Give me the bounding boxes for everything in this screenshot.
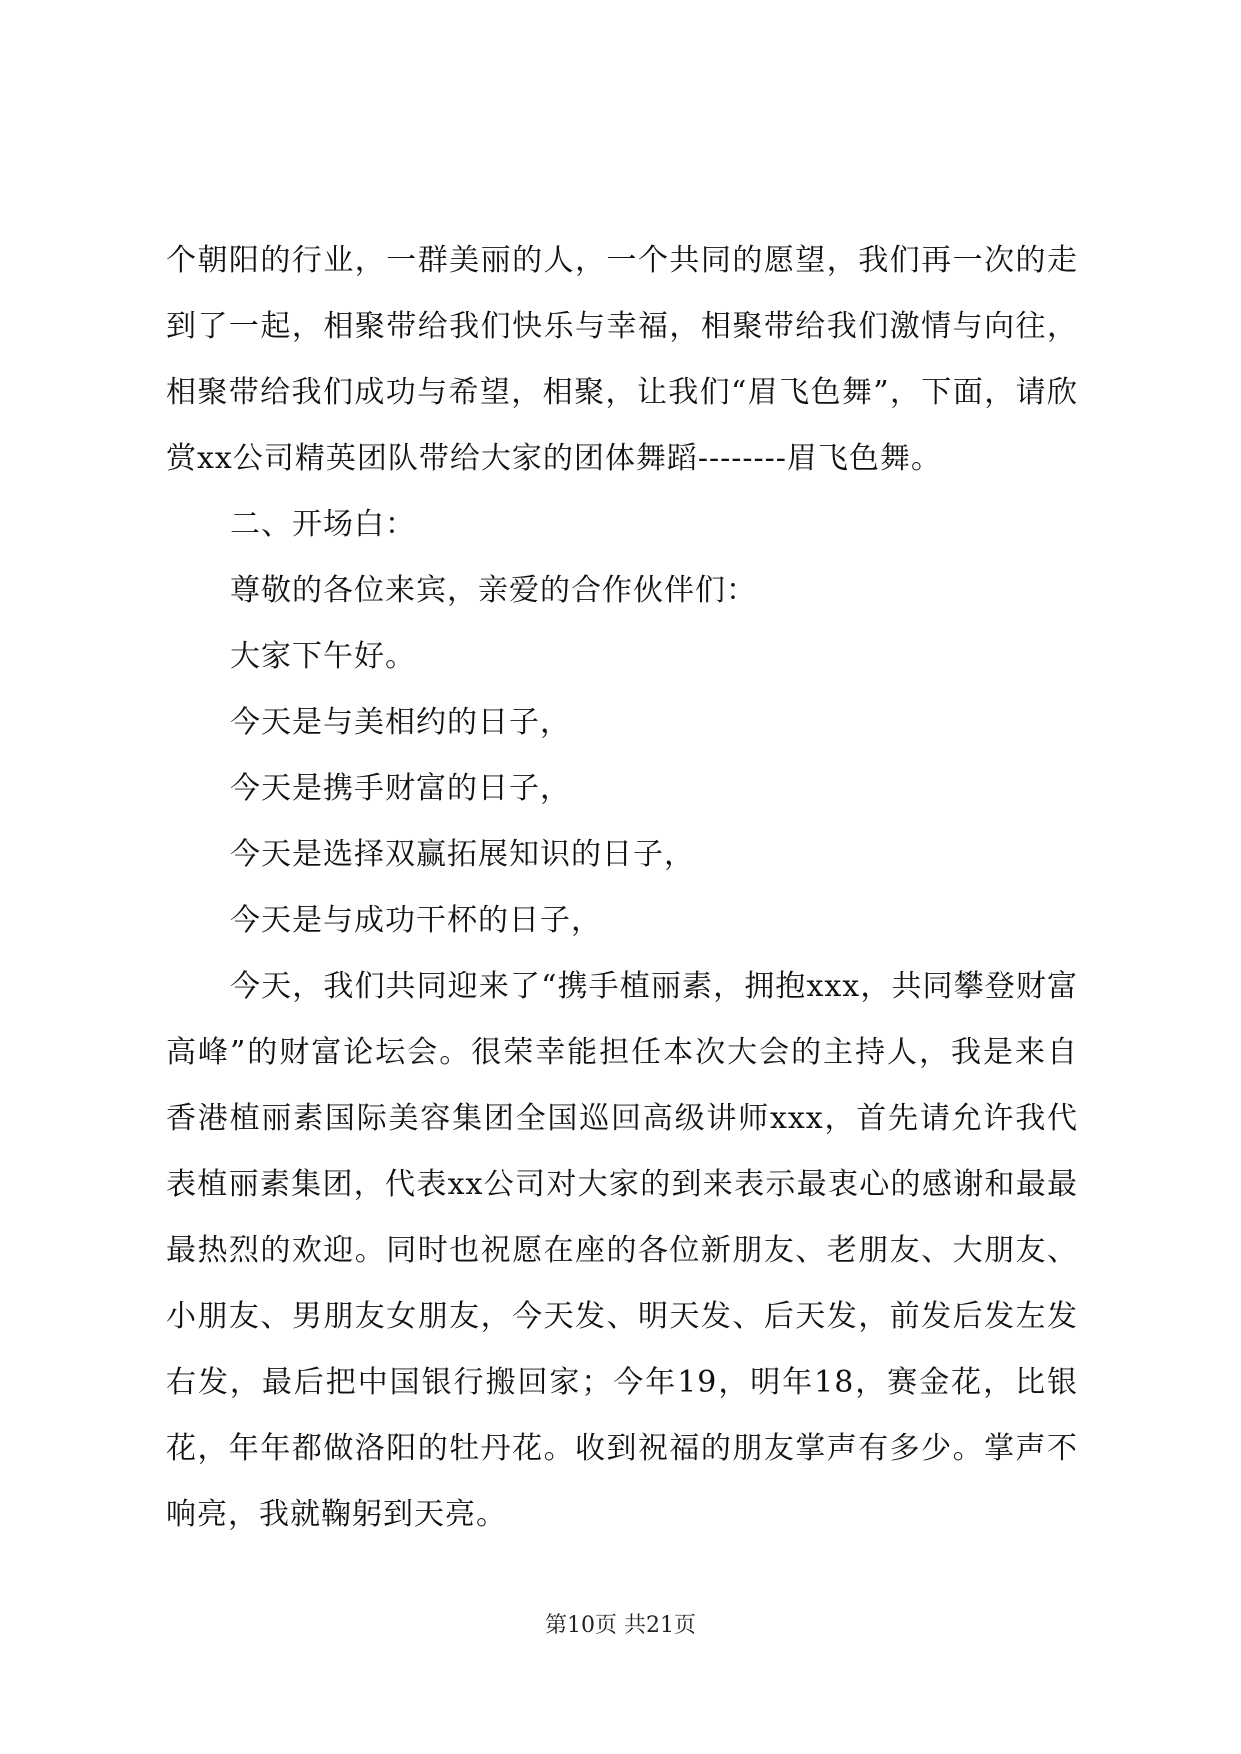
paragraph: 今天是携手财富的日子， bbox=[230, 771, 571, 806]
paragraph: 大家下午好。 bbox=[230, 639, 416, 674]
paragraph: 今天是与成功干杯的日子， bbox=[230, 903, 602, 938]
section-heading-opening: 二、开场白： bbox=[230, 507, 416, 542]
paragraph: 今天是选择双赢拓展知识的日子， bbox=[230, 837, 695, 872]
paragraph: 今天，我们共同迎来了“携手植丽素，拥抱xxx，共同攀登财富高峰”的财富论坛会。很荣幸能担任本次大会的主持人，我是来自香港植丽素国际美容集团全国巡回高级讲师xxx，首先请允许我代表植丽素集团，代表xx公司对大家的到来表示最衷心的感谢和最最最热烈的欢迎。同时也祝愿在座的各位新朋友、老朋友、大朋友、小朋友、男朋友女朋友，今天发、明天发、后天发，前发后发左发右发，最后把中国银行搬回家；今年19，明年18，赛金花，比银花，年年都做洛阳的牡丹花。收到祝福的朋友掌声有多少。掌声不响亮，我就鞠躬到天亮。 bbox=[166, 969, 1078, 1532]
paragraph: 尊敬的各位来宾，亲爱的合作伙伴们： bbox=[230, 573, 757, 608]
paragraph: 个朝阳的行业，一群美丽的人，一个共同的愿望，我们再一次的走到了一起，相聚带给我们快乐与幸福，相聚带给我们激情与向往，相聚带给我们成功与希望，相聚，让我们“眉飞色舞”，下面，请欣赏xx公司精英团队带给大家的团体舞蹈--------眉飞色舞。 bbox=[166, 243, 1078, 476]
paragraph: 今天是与美相约的日子， bbox=[230, 705, 571, 740]
document-body bbox=[166, 228, 1078, 1548]
page-footer: 第10页 共21页 bbox=[545, 1613, 696, 1638]
